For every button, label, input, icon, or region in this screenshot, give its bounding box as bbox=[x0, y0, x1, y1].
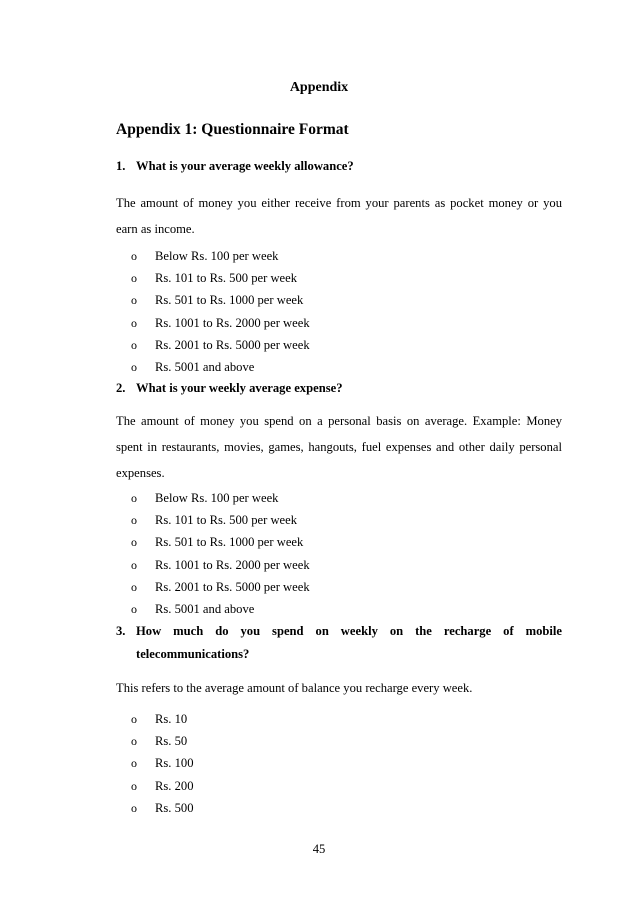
option-label: Rs. 501 to Rs. 1000 per week bbox=[155, 293, 304, 308]
description-line: expenses. bbox=[116, 466, 165, 480]
description-line: The amount of money you spend on a personal basis on average. Example: Money bbox=[116, 414, 562, 428]
option-item bbox=[131, 312, 310, 334]
bullet-icon: o bbox=[131, 734, 137, 749]
description-line: earn as income. bbox=[116, 222, 195, 236]
option-item bbox=[131, 487, 310, 509]
question-2-description bbox=[116, 408, 562, 486]
option-item bbox=[131, 356, 310, 378]
option-label: Rs. 101 to Rs. 500 per week bbox=[155, 271, 298, 286]
bullet-icon: o bbox=[131, 315, 137, 330]
option-item bbox=[131, 289, 310, 311]
description-line: The amount of money you either receive from your parents as pocket money or you bbox=[116, 196, 562, 210]
bullet-icon: o bbox=[131, 712, 137, 726]
option-item bbox=[131, 576, 310, 598]
option-item bbox=[131, 267, 310, 289]
bullet-icon: o bbox=[131, 271, 137, 286]
question-2-text: What is your weekly average expense? bbox=[136, 381, 343, 395]
bullet-icon: o bbox=[131, 249, 137, 263]
question-1-description bbox=[116, 190, 562, 242]
question-1-options bbox=[131, 245, 310, 378]
option-label: Rs. 5001 and above bbox=[155, 601, 255, 616]
page-title: Appendix bbox=[289, 80, 349, 95]
bullet-icon: o bbox=[131, 756, 137, 771]
bullet-icon: o bbox=[131, 579, 137, 594]
option-label: Below Rs. 100 per week bbox=[155, 249, 279, 263]
question-2-number: 2. bbox=[116, 381, 126, 395]
question-3-text-line1: How much do you spend on weekly on the recharge of mobile bbox=[136, 624, 562, 638]
bullet-icon: o bbox=[131, 601, 137, 616]
question-1-number: 1. bbox=[116, 159, 126, 173]
option-item bbox=[131, 775, 194, 797]
option-item bbox=[131, 598, 310, 620]
question-3-number: 3. bbox=[116, 624, 126, 638]
option-item bbox=[131, 509, 310, 531]
option-label: Rs. 1001 to Rs. 2000 per week bbox=[155, 557, 310, 572]
bullet-icon: o bbox=[131, 359, 137, 374]
question-3-text-line2: telecommunications? bbox=[136, 647, 250, 661]
option-label: Rs. 5001 and above bbox=[155, 359, 255, 374]
appendix-heading: Appendix 1: Questionnaire Format bbox=[116, 121, 349, 138]
question-3 bbox=[116, 620, 562, 642]
bullet-icon: o bbox=[131, 513, 137, 528]
option-label: Rs. 501 to Rs. 1000 per week bbox=[155, 535, 304, 550]
option-item bbox=[131, 708, 194, 730]
question-2 bbox=[116, 377, 562, 399]
question-3-description bbox=[116, 675, 562, 701]
bullet-icon: o bbox=[131, 557, 137, 572]
description-line: spent in restaurants, movies, games, hangouts, fuel expenses and other daily personal bbox=[116, 440, 562, 454]
question-2-options bbox=[131, 487, 310, 620]
option-label: Rs. 2001 to Rs. 5000 per week bbox=[155, 337, 310, 352]
option-label: Rs. 50 bbox=[155, 734, 188, 749]
option-item bbox=[131, 554, 310, 576]
option-label: Rs. 200 bbox=[155, 778, 194, 793]
bullet-icon: o bbox=[131, 800, 137, 815]
question-1 bbox=[116, 155, 562, 177]
option-label: Rs. 2001 to Rs. 5000 per week bbox=[155, 579, 310, 594]
page-number: 45 bbox=[312, 842, 326, 856]
bullet-icon: o bbox=[131, 778, 137, 793]
bullet-icon: o bbox=[131, 293, 137, 308]
bullet-icon: o bbox=[131, 535, 137, 550]
option-item bbox=[131, 752, 194, 774]
description-line: This refers to the average amount of balance you recharge every week. bbox=[116, 681, 473, 695]
option-item bbox=[131, 730, 194, 752]
option-item bbox=[131, 531, 310, 553]
option-label: Rs. 500 bbox=[155, 800, 194, 815]
option-item bbox=[131, 797, 194, 819]
option-label: Rs. 1001 to Rs. 2000 per week bbox=[155, 315, 310, 330]
question-3-options bbox=[131, 708, 194, 819]
bullet-icon: o bbox=[131, 337, 137, 352]
option-item bbox=[131, 245, 310, 267]
question-1-text: What is your average weekly allowance? bbox=[136, 159, 354, 173]
option-label: Below Rs. 100 per week bbox=[155, 491, 279, 505]
option-item bbox=[131, 334, 310, 356]
option-label: Rs. 101 to Rs. 500 per week bbox=[155, 513, 298, 528]
option-label: Rs. 10 bbox=[155, 712, 188, 726]
bullet-icon: o bbox=[131, 491, 137, 505]
option-label: Rs. 100 bbox=[155, 756, 194, 771]
